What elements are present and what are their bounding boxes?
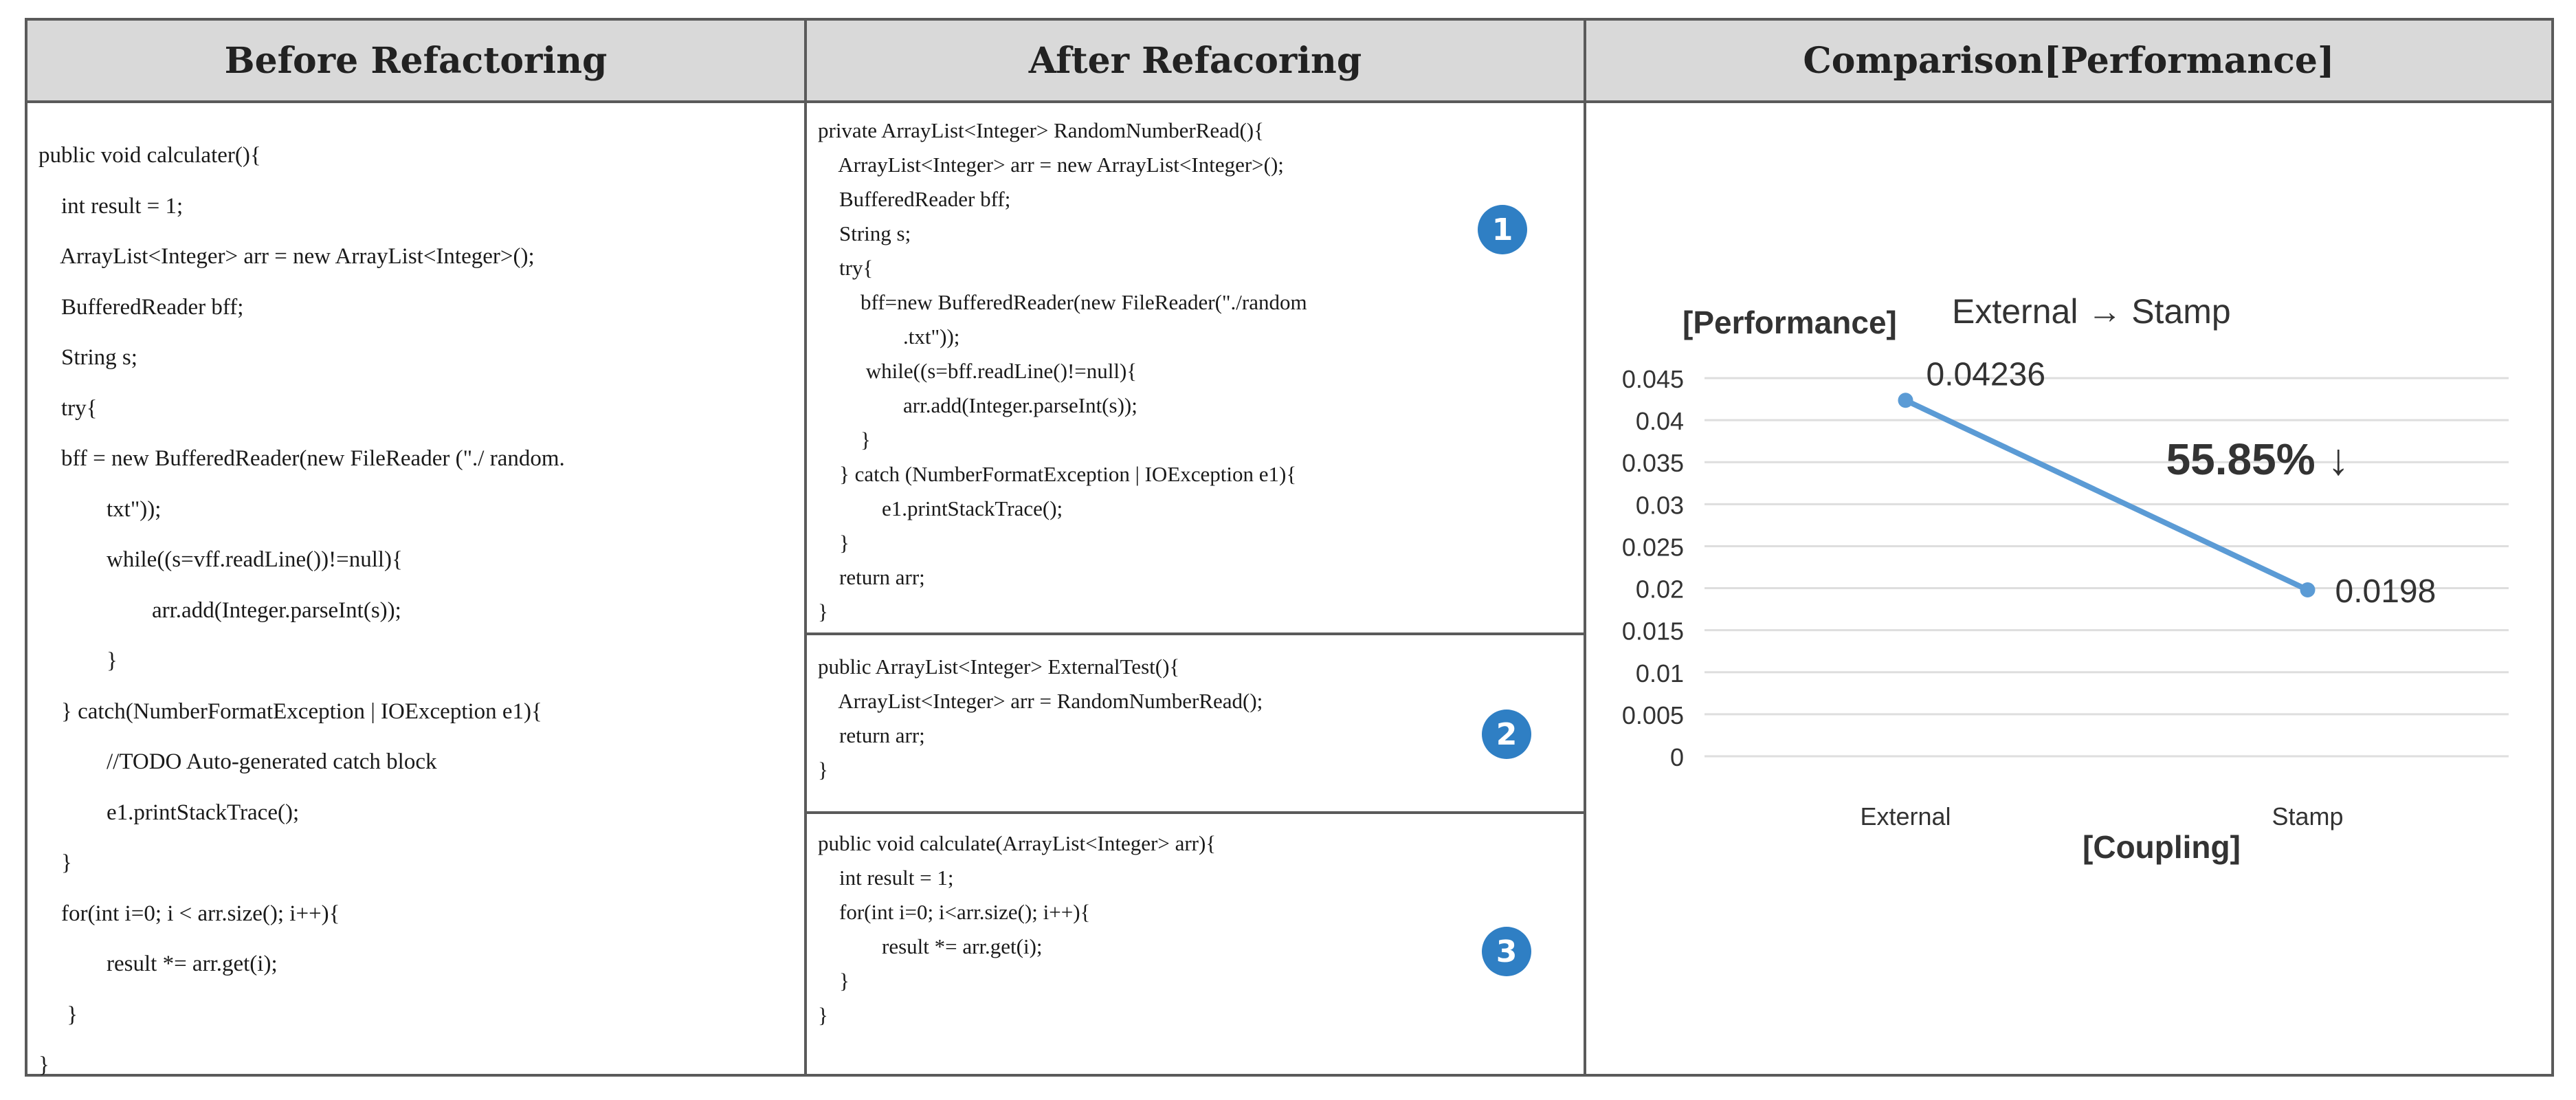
- data-point: [1898, 393, 1913, 408]
- performance-chart: [27, 21, 2551, 1074]
- after-code-block-2: public ArrayList<Integer> ExternalTest(){ ArrayList<Integer> arr = RandomNumberRead(); return arr; }: [818, 654, 1263, 782]
- step-3-badge: 3: [1482, 927, 1531, 976]
- y-axis-title: [Performance]: [1683, 305, 1897, 340]
- data-point: [2300, 582, 2316, 597]
- step-2-badge: 2: [1482, 710, 1531, 759]
- y-tick-label: 0: [1669, 743, 1684, 771]
- y-tick-label: 0.02: [1635, 575, 1684, 604]
- x-tick-label: External: [1860, 802, 1951, 830]
- y-tick-label: 0.035: [1621, 449, 1684, 478]
- annotation-label: 55.85% ↓: [2166, 434, 2350, 484]
- refactoring-comparison-figure: [25, 18, 2554, 1077]
- y-tick-label: 0.03: [1635, 491, 1684, 520]
- after-code-block-1: private ArrayList<Integer> RandomNumberRead(){ ArrayList<Integer> arr = new ArrayList<Integer>(); BufferedReader bff; String s; try{ bff=new BufferedReader(new FileReader("./random .txt")); while((s=bff.readLine()!=null){ arr.add(Integer.parseInt(s)); } } catch (NumberFormatException | IOException e1){ e1.printStackTrace(); } return arr; }: [818, 118, 1307, 624]
- plot-area: [1622, 356, 2509, 830]
- chart-title: External → Stamp: [1952, 292, 2231, 331]
- data-label: 0.04236: [1926, 356, 2046, 393]
- y-tick-label: 0.04: [1635, 407, 1684, 436]
- before-code-block: public void calculater(){ int result = 1; ArrayList<Integer> arr = new ArrayList<Integer>(); BufferedReader bff; String s; try{ bff = new BufferedReader(new FileReader ("./ random. txt")); while((s=vff.readLine())!=null){ arr.add(Integer.parseInt(s)); } } catch(NumberFormatException | IOException e1){ //TODO Auto-generated catch block e1.printStackTrace(); } for(int i=0; i < arr.size(); i++){ result *= arr.get(i); } }: [38, 143, 565, 1077]
- y-tick-label: 0.01: [1635, 659, 1684, 688]
- x-tick-label: Stamp: [2272, 802, 2344, 830]
- y-tick-label: 0.005: [1621, 701, 1684, 729]
- header-after: After Refacoring: [807, 21, 1584, 103]
- header-before: Before Refactoring: [27, 21, 804, 103]
- series-line: [1906, 400, 2308, 590]
- after-code-block-3: public void calculate(ArrayList<Integer> arr){ int result = 1; for(int i=0; i<arr.size(); i++){ result *= arr.get(i); } }: [818, 831, 1217, 1027]
- y-tick-label: 0.015: [1621, 617, 1684, 646]
- header-comparison: Comparison[Performance]: [1586, 21, 2551, 103]
- y-tick-label: 0.045: [1621, 365, 1684, 393]
- y-tick-label: 0.025: [1621, 533, 1684, 562]
- data-label: 0.0198: [2335, 573, 2436, 610]
- step-1-badge: 1: [1478, 205, 1527, 254]
- x-axis-title: [Coupling]: [2083, 829, 2241, 865]
